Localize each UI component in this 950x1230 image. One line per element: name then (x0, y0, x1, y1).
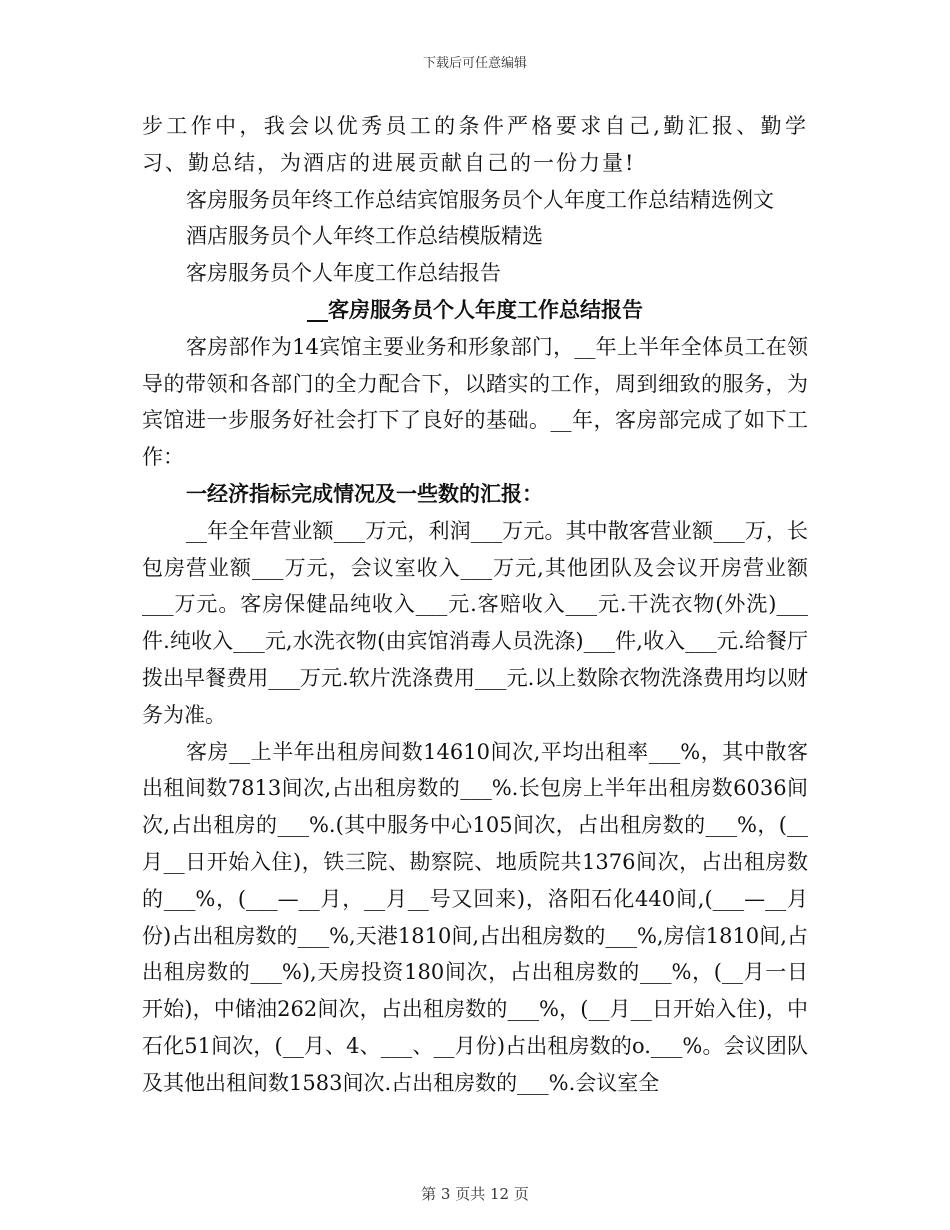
section-heading: 一经济指标完成情况及一些数的汇报： (186, 480, 543, 506)
page-header: 下载后可任意编辑 (422, 56, 527, 71)
related-title-2: 酒店服务员个人年终工作总结模版精选 (186, 224, 543, 249)
paragraph-continuation: 步工作中，我会以优秀员工的条件严格要求自己,勤汇报、勤学习、勤总结，为酒店的进展贡献自己的一份力量! (142, 114, 808, 175)
page-footer: 第 3 页共 12 页 (421, 1185, 529, 1203)
related-title-3: 客房服务员个人年度工作总结报告 (186, 261, 501, 286)
related-title-1: 客房服务员年终工作总结宾馆服务员个人年度工作总结精选例文 (186, 187, 774, 212)
document-body (142, 108, 808, 1102)
paragraph-occupancy: 客房__上半年出租房间数14610间次,平均出租率___%，其中散客出租间数7813间次,占出租房数的___%.长包房上半年出租房数6036间次,占出租房的___%.(其中服务中心105间次，占出租房数的___%，(__月__日开始入住)，铁三院、勘察院、地质院共1376间次，占出租房数的___%，(___—__月，__月__号又回来)，洛阳石化440间,(___—__月份)占出租房数的___%,天港1810间,占出租房数的___%,房信1810间,占出租房数的___%),天房投资180间次，占出租房数的___%，(__月一日开始)，中储油262间次，占出租房数的___%，(__月__日开始入住)，中石化51间次，(__月、4、___、__月份)占出租房数的o.___%。会议团队及其他出租间数1583间次.占出租房数的___%.会议室全 (142, 739, 808, 1095)
paragraph-intro: 客房部作为14宾馆主要业务和形象部门，__年上半年全体员工在领导的带领和各部门的全力配合下，以踏实的工作，周到细致的服务，为宾馆进一步服务好社会打下了良好的基础。__年，客房部完成了如下工作： (142, 334, 808, 470)
paragraph-revenue: __年全年营业额___万元，利润___万元。其中散客营业额___万，长包房营业额___万元，会议室收入___万元,其他团队及会议开房营业额___万元。客房保健品纯收入___元.客赔收入___元.干洗衣物(外洗)___件.纯收入___元,水洗衣物(由宾馆消毒人员洗涤)___件,收入___元.给餐厅拨出早餐费用___万元.软片洗涤费用___元.以上数除衣物洗涤费用均以财务为准。 (142, 518, 808, 727)
document-title: __客房服务员个人年度工作总结报告 (307, 296, 643, 322)
